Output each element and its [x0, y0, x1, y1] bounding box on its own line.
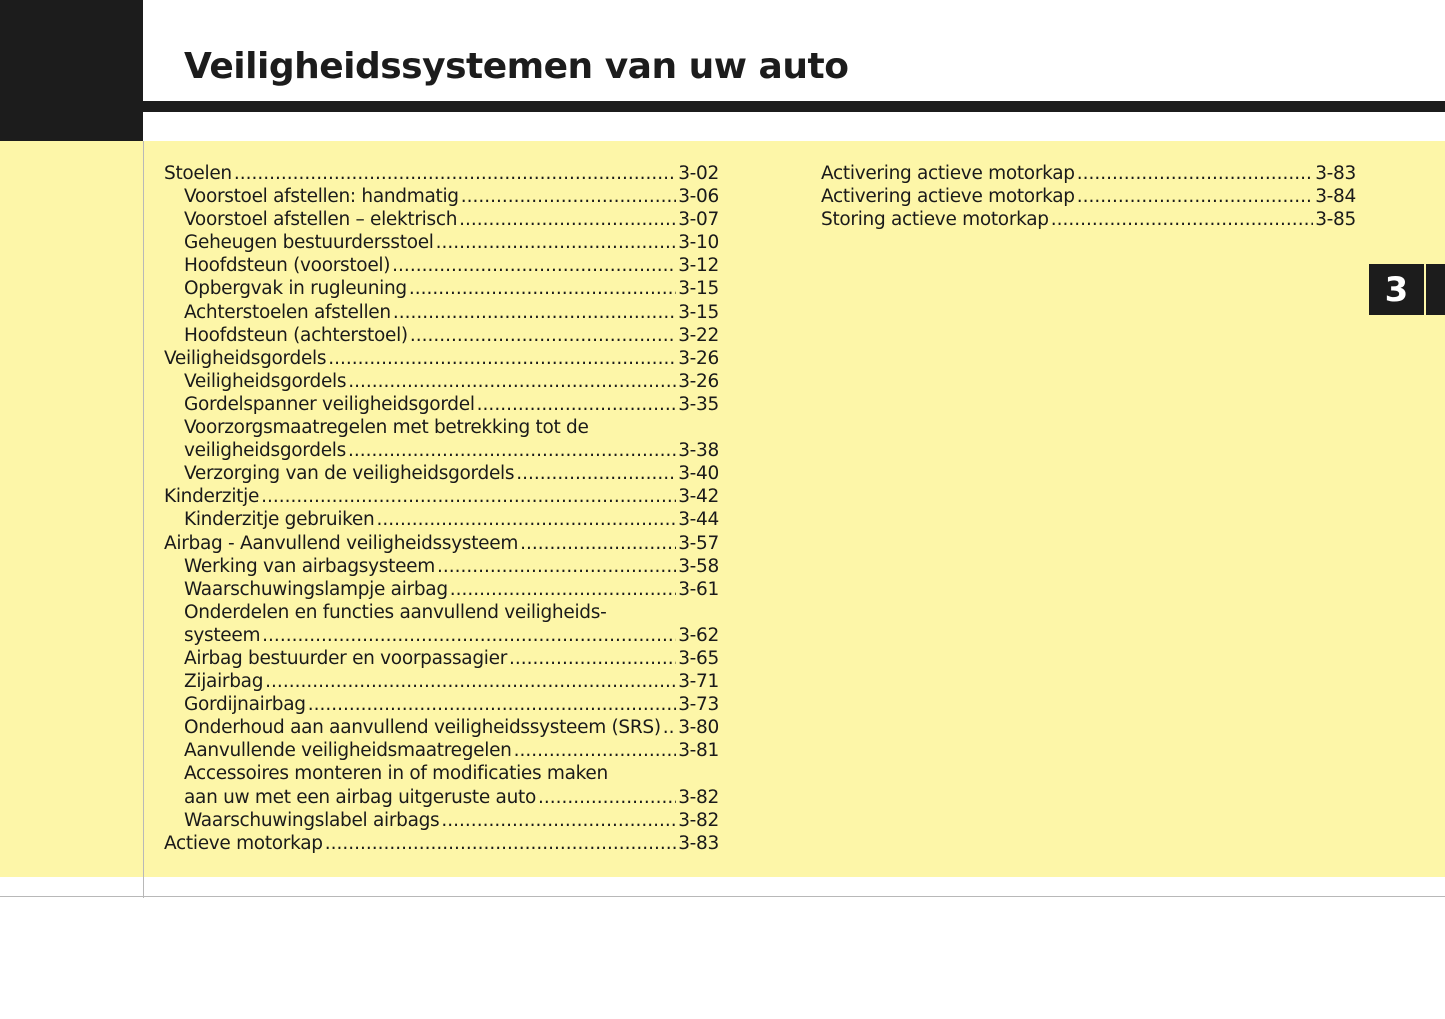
toc-entry[interactable] [164, 578, 719, 601]
toc-entry-title: Kinderzitje gebruiken [184, 509, 375, 531]
toc-page-number: 3-26 [678, 370, 719, 392]
toc-page-number: 3-42 [678, 486, 719, 508]
toc-page-number: 3-62 [678, 624, 719, 646]
toc-entry-title: Voorstoel afstellen: handmatig [184, 186, 459, 208]
toc-dot-leader [261, 485, 676, 508]
toc-page-number: 3-38 [678, 440, 719, 462]
toc-entry[interactable] [164, 832, 719, 855]
toc-entry[interactable] [164, 809, 719, 832]
toc-page-number: 3-85 [1315, 209, 1356, 231]
toc-dot-leader [1077, 185, 1314, 208]
toc-page-number: 3-80 [678, 717, 719, 739]
toc-entry-title: Hoofdsteun (voorstoel) [184, 255, 391, 277]
toc-page-number: 3-15 [678, 278, 719, 300]
toc-entry-title: Accessoires monteren in of modificaties maken [184, 763, 608, 785]
toc-entry[interactable] [164, 485, 719, 508]
toc-dot-leader [1051, 208, 1314, 231]
toc-page-number: 3-26 [678, 347, 719, 369]
toc-entry-title: Geheugen bestuurdersstoel [184, 232, 434, 254]
toc-entry-title: Waarschuwingslampje airbag [184, 578, 448, 600]
toc-page-number: 3-82 [678, 809, 719, 831]
toc-entry-title: Werking van airbagsysteem [184, 555, 435, 577]
toc-right-column [821, 162, 1356, 231]
toc-dot-leader [348, 439, 676, 462]
toc-entry[interactable] [164, 786, 719, 809]
page-title: Veiligheidssystemen van uw auto [184, 46, 849, 87]
toc-dot-leader [514, 739, 677, 762]
toc-entry-title: veiligheidsgordels [184, 440, 346, 462]
toc-entry-title: Voorstoel afstellen – elektrisch [184, 209, 458, 231]
toc-entry[interactable] [164, 647, 719, 670]
toc-left-column [164, 162, 719, 855]
toc-entry-title: Storing actieve motorkap [821, 209, 1049, 231]
margin-divider-line [143, 141, 144, 898]
toc-entry[interactable] [164, 393, 719, 416]
toc-page-number: 3-84 [1315, 186, 1356, 208]
toc-entry[interactable] [164, 301, 719, 324]
toc-entry[interactable] [164, 693, 719, 716]
toc-entry-title: Actieve motorkap [164, 832, 323, 854]
toc-entry-title: Gordijnairbag [184, 694, 306, 716]
toc-dot-leader [234, 162, 676, 185]
toc-dot-leader [409, 277, 676, 300]
toc-entry[interactable] [164, 347, 719, 370]
toc-entry[interactable] [164, 162, 719, 185]
toc-entry[interactable] [164, 254, 719, 277]
toc-entry[interactable] [164, 739, 719, 762]
toc-page-number: 3-07 [678, 209, 719, 231]
toc-page-number: 3-10 [678, 232, 719, 254]
toc-dot-leader [410, 324, 676, 347]
toc-entry-title: Aanvullende veiligheidsmaatregelen [184, 740, 512, 762]
toc-page-number: 3-82 [678, 786, 719, 808]
corner-black-block [0, 0, 143, 141]
toc-page-number: 3-58 [678, 555, 719, 577]
toc-entry-title: Verzorging van de veiligheidsgordels [184, 463, 515, 485]
toc-entry[interactable] [164, 185, 719, 208]
toc-page-number: 3-40 [678, 463, 719, 485]
toc-dot-leader [308, 693, 677, 716]
toc-entry [164, 762, 719, 785]
toc-dot-leader [459, 208, 676, 231]
toc-entry-title: Opbergvak in rugleuning [184, 278, 407, 300]
toc-dot-leader [392, 254, 676, 277]
toc-dot-leader [393, 301, 676, 324]
toc-page-number: 3-35 [678, 393, 719, 415]
toc-entry-title: Onderdelen en functies aanvullend veiligheids- [184, 601, 607, 623]
toc-dot-leader [450, 578, 676, 601]
toc-page-number: 3-06 [678, 186, 719, 208]
toc-entry [164, 601, 719, 624]
toc-page-number: 3-44 [678, 509, 719, 531]
toc-page-number: 3-65 [678, 647, 719, 669]
toc-entry-title: aan uw met een airbag uitgeruste auto [184, 786, 536, 808]
toc-entry-title: Achterstoelen afstellen [184, 301, 391, 323]
toc-entry-title: Veiligheidsgordels [184, 370, 347, 392]
toc-entry-title: Activering actieve motorkap [821, 163, 1075, 184]
toc-entry[interactable] [164, 439, 719, 462]
toc-page-number: 3-81 [678, 740, 719, 762]
toc-entry[interactable] [164, 508, 719, 531]
toc-entry[interactable] [821, 208, 1356, 231]
toc-dot-leader [376, 508, 676, 531]
toc-page-number: 3-83 [678, 832, 719, 854]
chapter-tab[interactable]: 3 [1369, 264, 1424, 315]
toc-entry[interactable] [164, 370, 719, 393]
toc-dot-leader [265, 670, 676, 693]
toc-entry[interactable] [164, 277, 719, 300]
chapter-tab-edge [1426, 264, 1445, 315]
toc-dot-leader [328, 347, 676, 370]
toc-page-number: 3-83 [1315, 163, 1356, 184]
toc-dot-leader [1077, 162, 1314, 185]
toc-entry[interactable] [164, 716, 719, 739]
toc-dot-leader [437, 555, 676, 578]
toc-entry-title: Activering actieve motorkap [821, 186, 1075, 208]
toc-dot-leader [516, 462, 676, 485]
toc-entry[interactable] [164, 624, 719, 647]
toc-entry[interactable] [164, 324, 719, 347]
toc-entry-title: Kinderzitje [164, 486, 260, 508]
toc-entry-title: Voorzorgsmaatregelen met betrekking tot de [184, 417, 589, 439]
toc-entry-title: Airbag bestuurder en voorpassagier [184, 647, 508, 669]
toc-dot-leader [262, 624, 676, 647]
toc-dot-leader [509, 647, 676, 670]
toc-entry-title: Hoofdsteun (achterstoel) [184, 324, 408, 346]
toc-entry-title: Gordelspanner veiligheidsgordel [184, 393, 475, 415]
toc-entry-title: Onderhoud aan aanvullend veiligheidssysteem (SRS) [184, 717, 661, 739]
toc-entry [164, 416, 719, 439]
toc-dot-leader [477, 393, 677, 416]
toc-entry[interactable] [164, 208, 719, 231]
toc-entry-title: Zijairbag [184, 671, 264, 693]
toc-entry[interactable] [164, 670, 719, 693]
toc-entry[interactable] [164, 462, 719, 485]
toc-page-number: 3-61 [678, 578, 719, 600]
toc-page-number: 3-22 [678, 324, 719, 346]
toc-entry[interactable] [821, 162, 1356, 185]
toc-page-number: 3-57 [678, 532, 719, 554]
toc-dot-leader [436, 231, 677, 254]
toc-entry-title: Veiligheidsgordels [164, 347, 327, 369]
toc-entry-title: systeem [184, 624, 261, 646]
toc-page-number: 3-73 [678, 694, 719, 716]
toc-entry-title: Waarschuwingslabel airbags [184, 809, 440, 831]
footer-rule [0, 896, 1445, 897]
title-underline-rule [143, 101, 1445, 112]
toc-entry[interactable] [164, 532, 719, 555]
toc-page-number: 3-71 [678, 671, 719, 693]
toc-dot-leader [461, 185, 676, 208]
toc-entry-title: Stoelen [164, 163, 232, 184]
toc-entry[interactable] [164, 231, 719, 254]
toc-page-number: 3-02 [678, 163, 719, 184]
toc-dot-leader [538, 786, 676, 809]
toc-dot-leader [325, 832, 677, 855]
toc-page-number: 3-12 [678, 255, 719, 277]
toc-entry-title: Airbag - Aanvullend veiligheidssysteem [164, 532, 519, 554]
toc-dot-leader [348, 370, 676, 393]
toc-entry[interactable] [821, 185, 1356, 208]
toc-dot-leader [520, 532, 676, 555]
toc-dot-leader [441, 809, 676, 832]
toc-entry[interactable] [164, 555, 719, 578]
toc-dot-leader [663, 716, 676, 739]
toc-page-number: 3-15 [678, 301, 719, 323]
